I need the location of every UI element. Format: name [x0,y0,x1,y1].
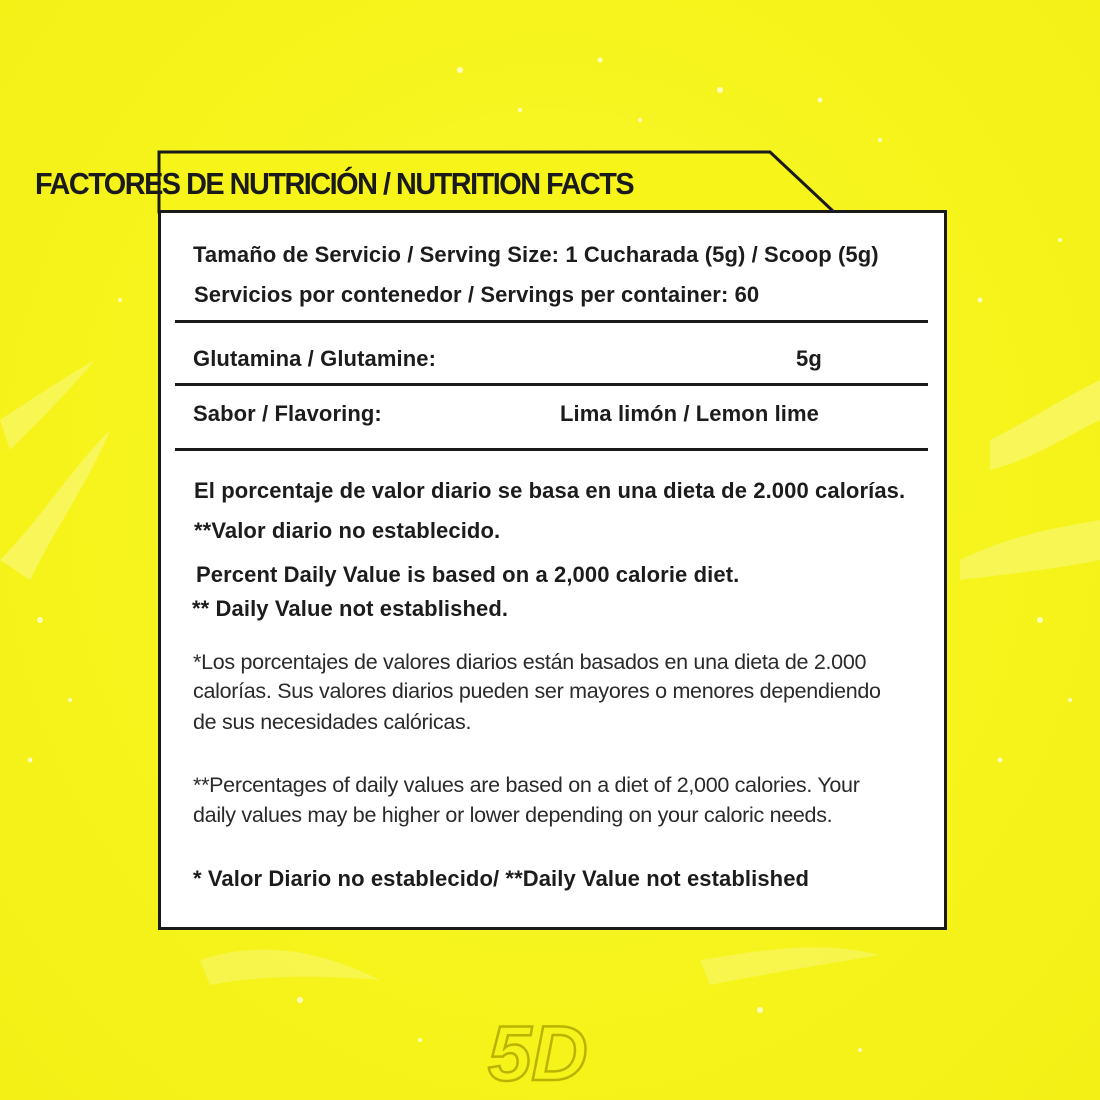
disclaimer-es-line: calorías. Sus valores diarios pueden ser mayores o menores dependiendo [193,679,881,703]
disclaimer-es-line: *Los porcentajes de valores diarios están basados en una dieta de 2.000 [193,650,867,674]
nutrient-name-glutamine: Glutamina / Glutamine: [193,346,437,371]
nutrient-name-flavoring: Sabor / Flavoring: [193,401,382,426]
daily-value-not-established-es: **Valor diario no establecido. [194,518,501,543]
daily-value-basis-en: Percent Daily Value is based on a 2,000 calorie diet. [196,562,740,587]
serving-size: Tamaño de Servicio / Serving Size: 1 Cucharada (5g) / Scoop (5g) [193,242,879,267]
divider [175,383,928,386]
divider [175,320,928,323]
disclaimer-en-line: **Percentages of daily values are based on a diet of 2,000 calories. Your [193,773,860,797]
brand-logo-text: 5D [488,1010,588,1090]
nutrient-value-glutamine: 5g [796,346,822,371]
nutrient-value-flavoring: Lima limón / Lemon lime [560,401,820,426]
daily-value-not-established-en: ** Daily Value not established. [192,596,509,621]
nutrition-facts-title: FACTORES DE NUTRICIÓN / NUTRITION FACTS [35,166,634,201]
footer-note: * Valor Diario no establecido/ **Daily Value not established [193,866,810,891]
disclaimer-en-line: daily values may be higher or lower depending on your caloric needs. [193,803,833,827]
daily-value-basis-es: El porcentaje de valor diario se basa en una dieta de 2.000 calorías. [194,478,906,503]
brand-logo [484,1010,614,1090]
disclaimer-es-line: de sus necesidades calóricas. [193,710,472,734]
servings-per-container: Servicios por contenedor / Servings per container: 60 [194,282,760,307]
divider [175,448,928,451]
